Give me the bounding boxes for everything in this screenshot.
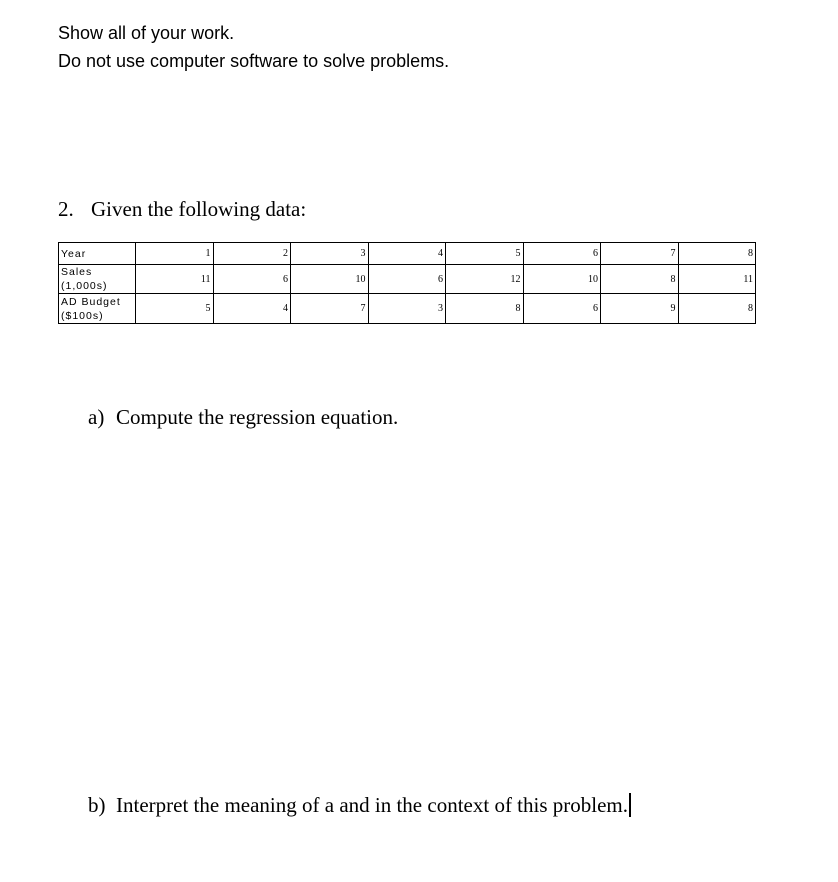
- part-a-letter: a): [88, 405, 105, 429]
- table-cell: 2: [213, 243, 291, 265]
- question-number: 2.: [58, 197, 74, 221]
- table-cell: 11: [136, 265, 214, 294]
- table-cell: 9: [601, 294, 679, 324]
- table-cell: 10: [523, 265, 601, 294]
- text-cursor: [629, 793, 631, 817]
- table-cell: 11: [678, 265, 756, 294]
- table-cell: 6: [368, 265, 446, 294]
- part-b-text: Interpret the meaning of a and in the context of this problem.: [116, 793, 629, 817]
- table-cell: 3: [291, 243, 369, 265]
- question-text: Given the following data:: [91, 197, 307, 221]
- table-cell: 10: [291, 265, 369, 294]
- question-heading: [58, 196, 306, 222]
- instruction-no-software: Do not use computer software to solve problems.: [58, 51, 450, 71]
- table-cell: 12: [446, 265, 524, 294]
- row-label: Year: [59, 243, 136, 265]
- table-cell: 1: [136, 243, 214, 265]
- table-cell: 6: [523, 294, 601, 324]
- table-cell: 8: [678, 294, 756, 324]
- part-a-text: Compute the regression equation.: [116, 405, 399, 429]
- table-cell: 6: [523, 243, 601, 265]
- table-cell: 8: [446, 294, 524, 324]
- table-cell: 7: [601, 243, 679, 265]
- row-label: AD Budget ($100s): [59, 294, 136, 324]
- table-cell: 8: [601, 265, 679, 294]
- table-cell: 4: [368, 243, 446, 265]
- table-row-sales: [59, 265, 756, 294]
- table-cell: 5: [446, 243, 524, 265]
- data-table: [58, 242, 756, 324]
- row-label: Sales (1,000s): [59, 265, 136, 294]
- table-cell: 4: [213, 294, 291, 324]
- table-cell: 7: [291, 294, 369, 324]
- table-cell: 8: [678, 243, 756, 265]
- table-cell: 5: [136, 294, 214, 324]
- part-b-prompt[interactable]: [88, 792, 631, 818]
- table-cell: 3: [368, 294, 446, 324]
- part-a-prompt: [88, 404, 398, 430]
- table-row-year: [59, 243, 756, 265]
- table-row-ad-budget: [59, 294, 756, 324]
- table-cell: 6: [213, 265, 291, 294]
- part-b-letter: b): [88, 793, 106, 817]
- instruction-show-work: Show all of your work.: [58, 23, 235, 43]
